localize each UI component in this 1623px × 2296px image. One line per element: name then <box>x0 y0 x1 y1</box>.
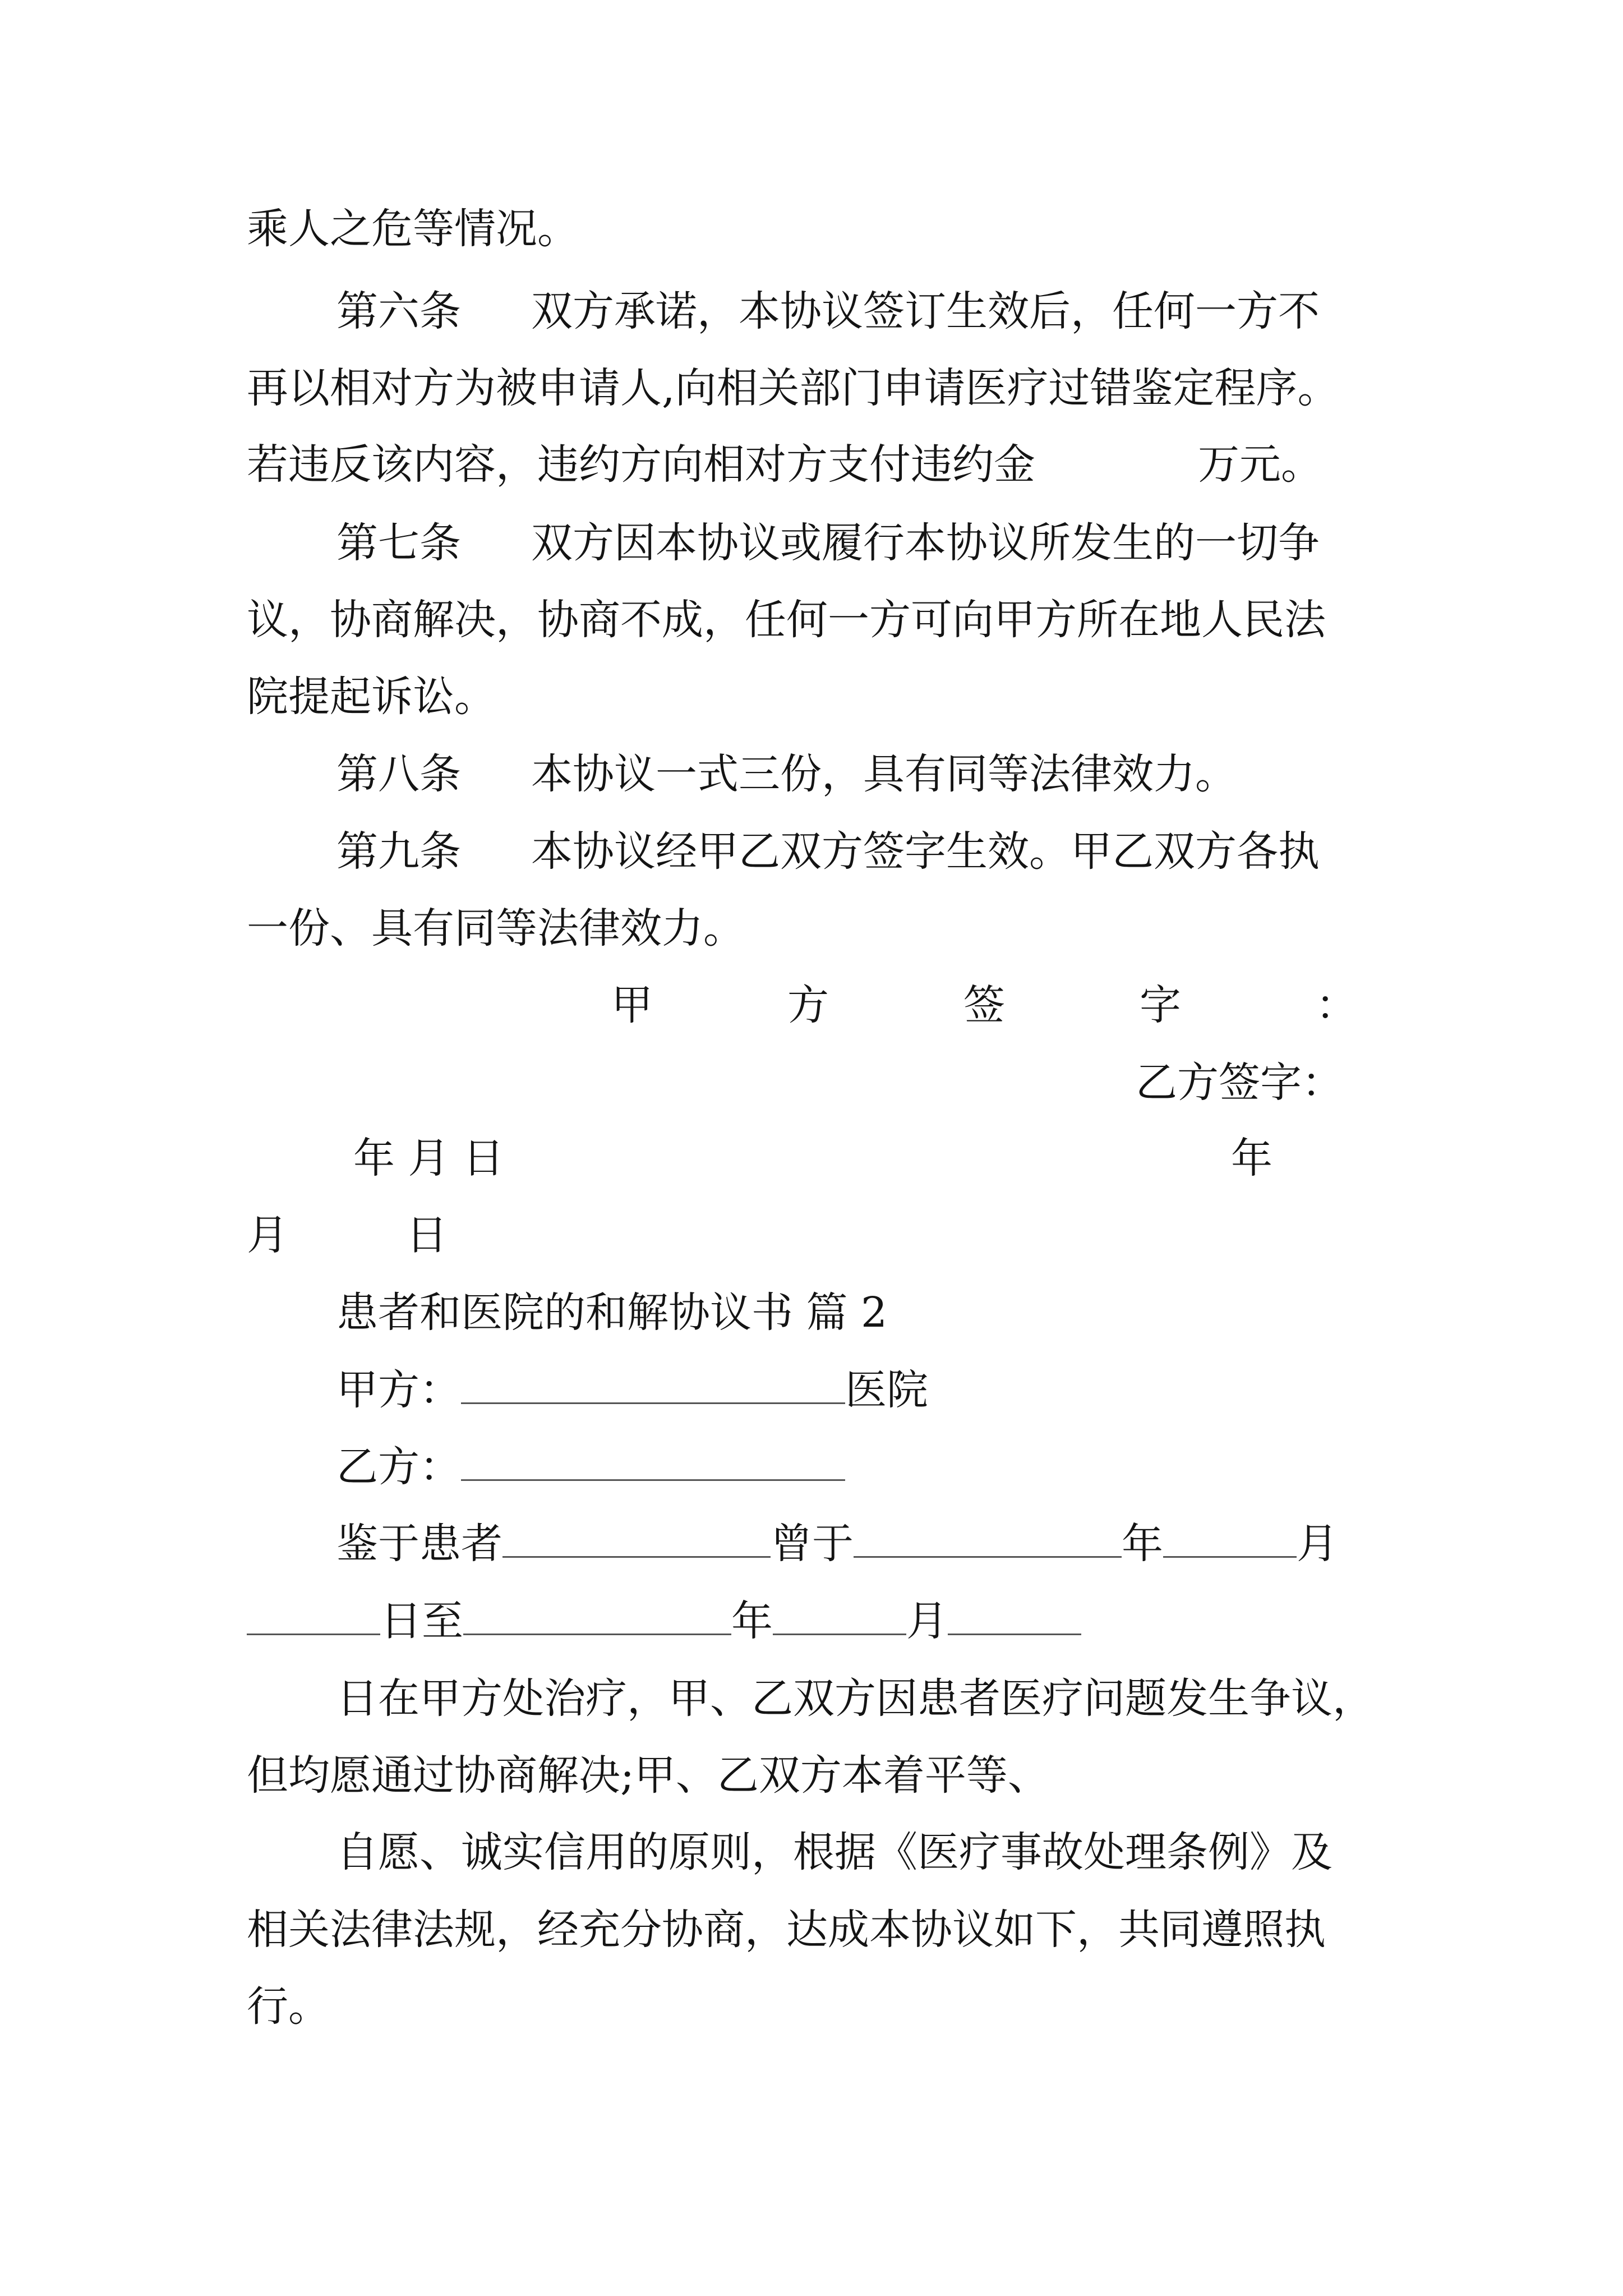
article-7-line <box>336 515 1320 571</box>
start-month-blank[interactable] <box>1163 1521 1297 1558</box>
text-line <box>247 436 1322 493</box>
text-segment: 月 <box>906 1597 948 1645</box>
signature-char: 签 <box>963 981 1005 1029</box>
text-segment: 曾于 <box>771 1520 854 1568</box>
article-label: 第七条 <box>336 519 461 567</box>
signature-char: 甲 <box>611 981 653 1029</box>
signature-char: ： <box>1316 981 1357 1029</box>
signature-char: 字 <box>1140 981 1181 1029</box>
section-2-title: 患者和医院的和解协议书 篇 2 <box>336 1289 888 1337</box>
article-label: 第六条 <box>336 287 461 335</box>
text-line: 行。 <box>247 1982 330 2031</box>
text-line: 再以相对方为被申请人,向相关部门申请医疗过错鉴定程序。 <box>247 364 1339 412</box>
text-line: 本协议一式三份，具有同等法律效力。 <box>531 750 1237 798</box>
patient-name-blank[interactable] <box>502 1521 771 1558</box>
party-a-label: 甲方： <box>336 1366 461 1414</box>
article-label: 第九条 <box>336 827 461 876</box>
signature-char: 方 <box>787 981 829 1029</box>
text-line: 但均愿通过协商解决;甲、乙双方本着平等、 <box>247 1751 1049 1800</box>
start-year-blank[interactable] <box>854 1521 1122 1558</box>
end-year-blank[interactable] <box>463 1599 731 1635</box>
party-a-blank[interactable] <box>461 1368 845 1404</box>
party-b-label: 乙方： <box>336 1443 461 1491</box>
text-line: 日在甲方处治疗，甲、乙双方因患者医疗问题发生争议， <box>336 1674 1374 1723</box>
text-line: 双方承诺，本协议签订生效后，任何一方不 <box>531 287 1320 335</box>
end-day-blank[interactable] <box>948 1599 1081 1635</box>
party-a-line <box>336 1362 928 1418</box>
whereas-line-1 <box>336 1516 1338 1572</box>
text-segment: 日至 <box>380 1597 463 1645</box>
date-right-month-day <box>247 1207 448 1263</box>
text-line: 相关法律法规，经充分协商，达成本协议如下，共同遵照执 <box>247 1906 1326 1954</box>
text-segment: 若违反该内容，违约方向相对方支付违约金 <box>247 440 1035 489</box>
party-a-signature-line <box>611 977 1357 1033</box>
text-segment: 万元。 <box>1198 440 1322 489</box>
text-segment: 月 <box>1297 1520 1338 1568</box>
party-b-line <box>336 1439 845 1495</box>
text-line: 乘人之危等情况。 <box>247 205 579 253</box>
date-month: 月 <box>247 1211 288 1259</box>
text-segment: 年 <box>1122 1520 1163 1568</box>
article-8-line <box>336 746 1237 802</box>
party-b-blank[interactable] <box>461 1444 845 1481</box>
date-day: 日 <box>406 1211 448 1259</box>
date-left: 年 月 日 <box>353 1134 505 1182</box>
article-9-line <box>336 823 1320 880</box>
text-segment: 鉴于患者 <box>336 1520 502 1568</box>
party-a-suffix: 医院 <box>845 1366 928 1414</box>
article-label: 第八条 <box>336 750 461 798</box>
whereas-line-2 <box>247 1593 1081 1649</box>
article-6-line <box>336 283 1320 339</box>
text-segment: 年 <box>731 1597 773 1645</box>
text-line: 议，协商解决，协商不成，任何一方可向甲方所在地人民法 <box>247 596 1326 644</box>
text-line: 双方因本协议或履行本协议所发生的一切争 <box>531 519 1320 567</box>
text-line: 一份、具有同等法律效力。 <box>247 904 745 953</box>
party-b-signature-label: 乙方签字： <box>1136 1059 1343 1107</box>
end-month-blank[interactable] <box>773 1599 906 1635</box>
start-day-blank[interactable] <box>247 1599 380 1635</box>
text-line: 院提起诉讼。 <box>247 673 496 721</box>
date-right-year: 年 <box>1231 1134 1272 1182</box>
text-line: 本协议经甲乙双方签字生效。甲乙双方各执 <box>531 827 1320 876</box>
text-line: 自愿、诚实信用的原则，根据《医疗事故处理条例》及 <box>336 1828 1332 1876</box>
